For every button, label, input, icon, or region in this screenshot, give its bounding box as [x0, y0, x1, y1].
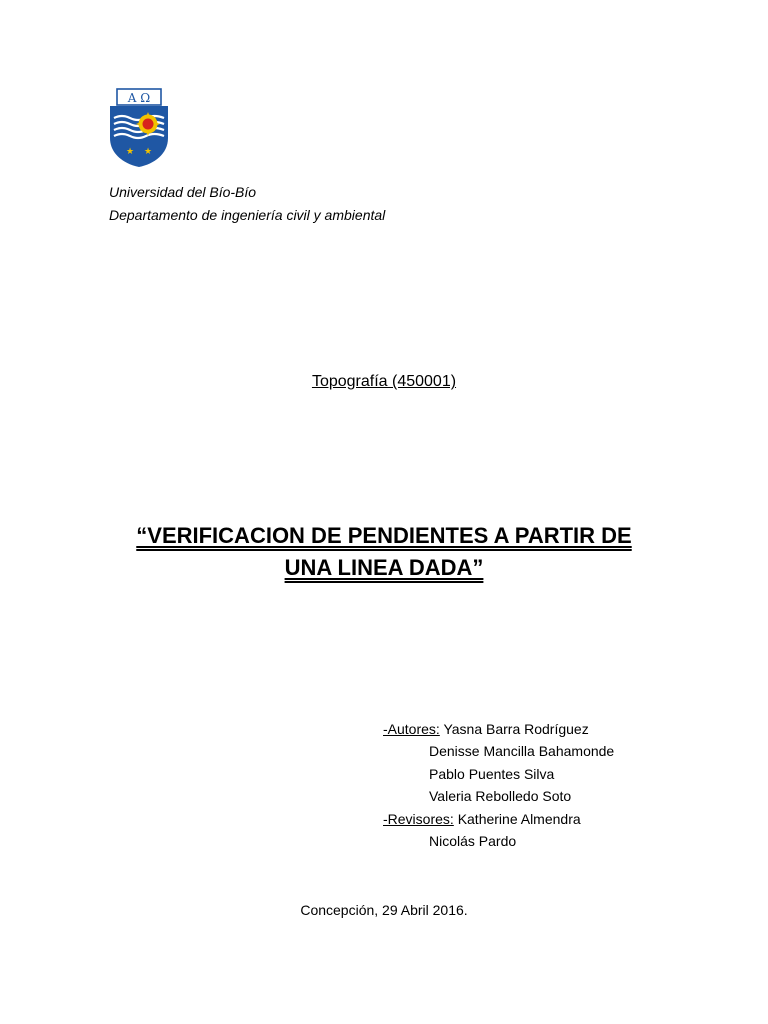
- authors-label: -Autores:: [383, 721, 440, 737]
- document-title: [60, 520, 708, 584]
- university-crest-logo: [108, 88, 170, 168]
- reviewers-label: -Revisores:: [383, 810, 454, 827]
- department-name: Departamento de ingeniería civil y ambiental: [109, 207, 386, 223]
- title-line-2: UNA LINEA DADA”: [284, 555, 484, 580]
- course-label: Topografía (450001): [311, 373, 457, 390]
- course-name: [0, 372, 768, 392]
- reviewer-name: Nicolás Pardo: [429, 832, 517, 849]
- svg-text:A Ω: A Ω: [127, 91, 151, 105]
- authors-row: [383, 718, 614, 740]
- reviewers-row: [383, 808, 614, 830]
- university-name: Universidad del Bío-Bío: [109, 184, 257, 200]
- credits-block: [383, 718, 614, 852]
- date-line: Concepción, 29 Abril 2016.: [300, 902, 468, 918]
- author-name: Valeria Rebolledo Soto: [429, 788, 572, 805]
- title-line-1: “VERIFICACION DE PENDIENTES A PARTIR DE: [136, 523, 632, 548]
- author-name: Denisse Mancilla Bahamonde: [429, 743, 615, 760]
- author-name: Pablo Puentes Silva: [429, 765, 555, 782]
- svg-text:★: ★: [143, 147, 153, 157]
- svg-text:★: ★: [125, 147, 135, 157]
- reviewer-name: Katherine Almendra: [457, 810, 581, 827]
- author-name: Yasna Barra Rodríguez: [443, 721, 589, 737]
